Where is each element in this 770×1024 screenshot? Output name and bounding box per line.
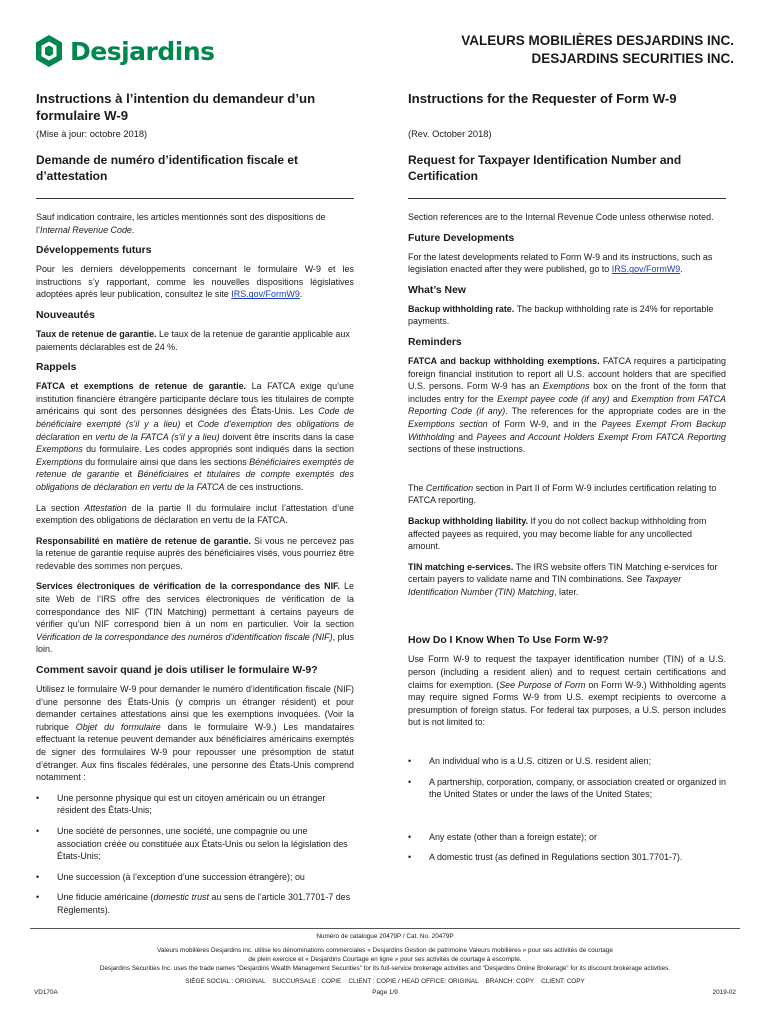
- fr-irs-link[interactable]: IRS.gov/FormW9: [231, 289, 300, 300]
- footer-trade-names-en: Desjardins Securities Inc. uses the trade names “Desjardins Wealth Management Securities” for its full-service brokerage activities and “Desjardins Online Brokerage” for its discount brokerage activities.: [99, 965, 671, 972]
- fr-tin-text: Services électroniques de vérification de la correspondance des NIF. Le site Web de l’IRS offre des services électroniques de vérification de la correspondance des NIF (TIN Matching) permettant à certains payeurs de vérifier qu’un NIF correspond bien à un nom en particulier. Voir la section Vérification de la correspondance des numéros d’identification fiscale (NIF), plus loin.: [36, 581, 354, 655]
- en-person-list: [408, 755, 726, 864]
- en-revision: (Rev. October 2018): [408, 129, 492, 139]
- list-item: • Une personne physique qui est un citoyen américain ou un étranger résident des États-Unis;: [36, 792, 354, 817]
- form-date: 2019-02: [712, 989, 736, 996]
- french-column: [36, 90, 354, 925]
- fr-responsibility-text: Responsabilité en matière de retenue de garantie. Si vous ne percevez pas la retenue de garantie requise auprès des bénéficiaires visés, vous pourriez être redevable des sommes non perçues.: [36, 535, 354, 571]
- en-when-heading: How Do I Know When To Use Form W-9?: [408, 635, 609, 647]
- en-intro: Section references are to the Internal Revenue Code unless otherwise noted.: [408, 212, 714, 222]
- copy-distribution: SIÈGE SOCIAL : ORIGINAL SUCCURSALE : COPIE CLIENT : COPIE / HEAD OFFICE: ORIGINAL BRANCH: COPY CLIENT: COPY: [185, 978, 585, 985]
- fr-when-text: Utilisez le formulaire W-9 pour demander le numéro d’identification fiscale (NIF) d’une personne des États-Unis (y compris un étranger résident) et pour demander certaines attestations ainsi que les exemptions invoquées. (Voir la rubrique Objet du formulaire dans le formulaire W-9.) Les mandataires effectuant la retenue peuvent demander aux bénéficiaires américains exemptés de signer des formulaires W-9 pour repousser une présomption de statut d’étranger. Aux fins fiscales fédérales, une personne des États-Unis comprend notamment :: [36, 684, 354, 783]
- fr-revision: (Mise à jour: octobre 2018): [36, 129, 148, 139]
- fr-title: Instructions à l’intention du demandeur d’un formulaire W-9: [36, 91, 316, 123]
- english-column: [408, 90, 726, 872]
- fr-attestation-text: La section Attestation de la partie II du formulaire inclut l’attestation d’une exemption des obligations de déclaration en vertu de la FATCA.: [36, 502, 354, 526]
- company-name-fr: VALEURS MOBILIÈRES DESJARDINS INC.: [461, 33, 734, 48]
- list-item: • A domestic trust (as defined in Regulations section 301.7701-7).: [408, 851, 726, 864]
- en-new-text: Backup withholding rate. The backup withholding rate is 24% for reportable payments.: [408, 303, 714, 327]
- fr-future-heading: Développements futurs: [36, 245, 152, 257]
- en-liability-text: Backup withholding liability. If you do not collect backup withholding from affected payees as required, you may become liable for any uncollected amount.: [408, 515, 707, 552]
- list-item: • Une société de personnes, une société, une compagnie ou une association créée ou constituée aux États-Unis ou selon la législation des États-Unis;: [36, 825, 354, 863]
- company-name-en: DESJARDINS SECURITIES INC.: [531, 51, 734, 66]
- en-reminders-heading: Reminders: [408, 336, 462, 348]
- fr-future-text: Pour les derniers développements concernant le formulaire W-9 et les instructions s’y rapportant, comme les nouvelles dispositions législatives adoptées après leur publication, consultez le site IRS.gov/FormW9.: [36, 264, 354, 300]
- list-item: • Une fiducie américaine (domestic trust au sens de l’article 301.7701-7 des Règlements).: [36, 891, 354, 916]
- desjardins-logo: [34, 34, 215, 68]
- en-certification-text: The Certification section in Part II of Form W-9 includes certification relating to FATCA reporting.: [408, 482, 717, 506]
- en-future-heading: Future Developments: [408, 232, 515, 244]
- fr-subtitle: Demande de numéro d’identification fiscale et d’attestation: [36, 152, 354, 199]
- catalog-number: Numéro de catalogue 20479P / Cat. No. 20479P: [316, 933, 454, 940]
- fr-new-text: Taux de retenue de garantie. Le taux de la retenue de garantie applicable aux paiements déclarables est de 24 %.: [36, 328, 350, 352]
- form-code: VD170A: [34, 989, 58, 996]
- list-item: • Any estate (other than a foreign estate); or: [408, 831, 726, 844]
- fr-fatca-text: FATCA et exemptions de retenue de garantie. La FATCA exige qu’une institution financière étrangère participante déclare tous les titulaires de compte américains qui sont des personnes désignées des États-Unis. Les Code de bénéficiaire exempté (s’il y a lieu) et Code d’exemption des obligations de déclaration en vertu de la FATCA (s’il y a lieu) doivent être inscrits dans la case Exemptions du formulaire. Les codes appropriés sont indiqués dans la section Exemptions du formulaire ainsi que dans les sections Bénéficiaires exemptés de retenue de garantie et Bénéficiaires et titulaires de compte exemptés des obligations de déclaration en vertu de la FATCA de ces instructions.: [36, 381, 354, 492]
- en-title: Instructions for the Requester of Form W-9: [408, 91, 677, 106]
- en-subtitle: Request for Taxpayer Identification Number and Certification: [408, 152, 726, 199]
- en-fatca-text: FATCA and backup withholding exemptions. FATCA requires a participating foreign financial institution to report all U.S. account holders that are specified U.S. persons. Form W-9 has an Exemptions box on the front of the form that includes entry for the Exempt payee code (if any) and Exemption from FATCA Reporting Code (if any). The references for the appropriate codes are in the Exemptions section of Form W-9, and in the Payees Exempt From Backup Withholding and Payees and Account Holders Exempt From FATCA Reporting sections of these instructions.: [408, 355, 727, 455]
- list-item: • A partnership, corporation, company, or association created or organized in the United States or under the laws of the United States;: [408, 776, 726, 801]
- desjardins-hexagon-icon: [34, 34, 64, 68]
- en-tin-text: TIN matching e-services. The IRS website offers TIN Matching e-services for certain payers to validate name and TIN combinations. See Taxpayer Identification Number (TIN) Matching, later.: [408, 561, 718, 597]
- footer-trade-names-fr-1: Valeurs mobilières Desjardins inc. utilise les dénominations commerciales « Desjardins Gestion de patrimoine Valeurs mobilières » pour ses activités de courtage: [157, 947, 613, 954]
- fr-reminders-heading: Rappels: [36, 362, 77, 374]
- footer-bottom-row: [30, 989, 740, 1003]
- en-irs-link[interactable]: IRS.gov/FormW9: [611, 264, 681, 275]
- list-item: • Une succession (à l’exception d’une succession étrangère); ou: [36, 871, 354, 884]
- company-names: [461, 32, 734, 68]
- list-item: • An individual who is a U.S. citizen or U.S. resident alien;: [408, 755, 726, 768]
- page-footer: [30, 928, 740, 996]
- fr-person-list: [36, 792, 354, 917]
- en-when-text: Use Form W-9 to request the taxpayer identification number (TIN) of a U.S. person (including a resident alien) and to request certain certifications and claims for exemption. (See Purpose of Form on Form W-9.) Withholding agents may require signed Forms W-9 from U.S. exempt recipients to overcome a presumption of foreign status. For federal tax purposes, a U.S. person includes but is not limited to:: [408, 654, 726, 728]
- fr-new-heading: Nouveautés: [36, 309, 95, 321]
- en-new-heading: What’s New: [408, 284, 466, 296]
- en-future-text: For the latest developments related to Form W-9 and its instructions, such as legislation enacted after they were published, go to IRS.gov/FormW9.: [408, 251, 713, 275]
- page-number: Page 1/9: [372, 989, 398, 996]
- logo-wordmark: Desjardins: [70, 36, 215, 66]
- footer-trade-names-fr-2: de plein exercice et « Desjardins Courtage en ligne » pour ses activités de courtage à escompte.: [248, 956, 522, 963]
- fr-when-heading: Comment savoir quand je dois utiliser le formulaire W-9?: [36, 665, 318, 677]
- fr-intro: Sauf indication contraire, les articles mentionnés sont des dispositions de l’Internal Revenue Code.: [36, 212, 326, 235]
